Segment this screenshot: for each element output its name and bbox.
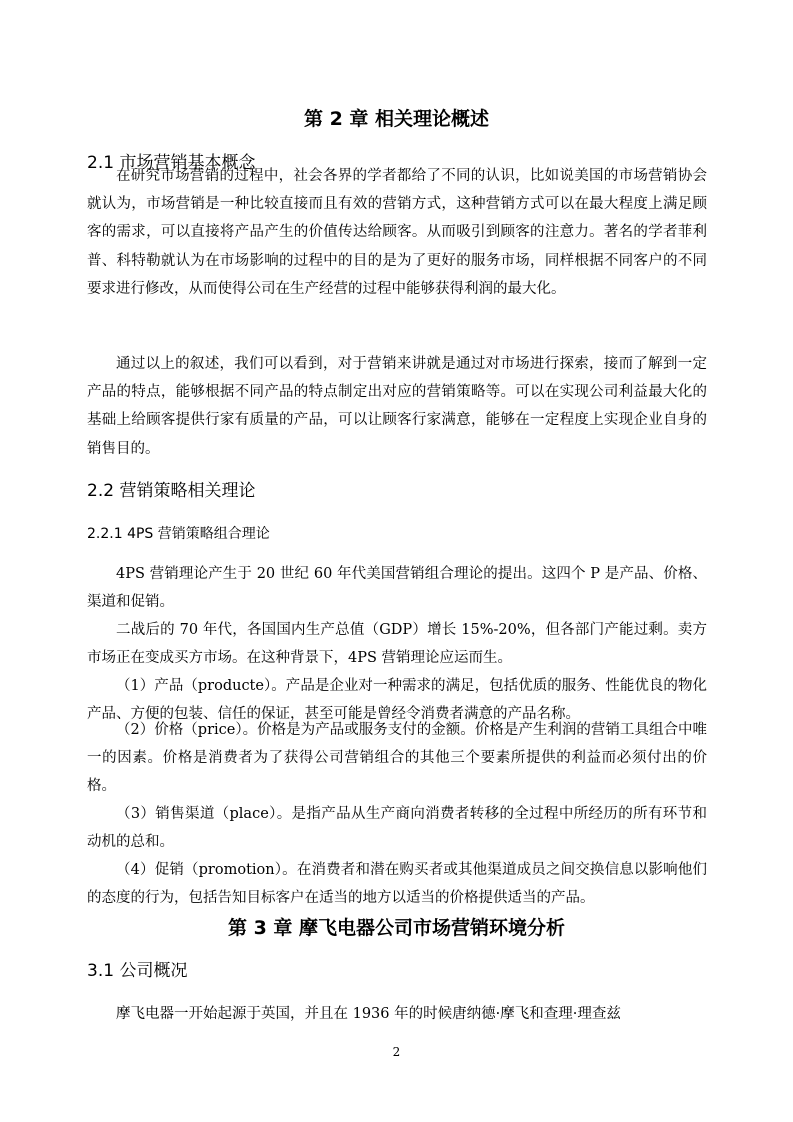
section-2-2-1-paragraph-place: （3）销售渠道（place）。是指产品从生产商向消费者转移的全过程中所经历的所有环节和动机的总和。 [87, 806, 707, 851]
section-2-2-1-paragraph-2: 二战后的 70 年代，各国国内生产总值（GDP）增长 15%-20%，但各部门产能过剩。卖方市场正在变成买方市场。在这种背景下，4PS 营销理论应运而生。 [87, 622, 707, 667]
section-2-2-1-paragraph-product: （1）产品（producte）。产品是企业对一种需求的满足，包括优质的服务、性能优良的物化产品、方便的包装、信任的保证，甚至可能是曾经令消费者满意的产品名称。 [87, 678, 707, 723]
section-3-1-paragraph-1: 摩飞电器一开始起源于英国，并且在 1936 年的时候唐纳德·摩飞和查理·理查兹 [116, 1006, 621, 1022]
chapter-3-title: 第 3 章 摩飞电器公司市场营销环境分析 [227, 917, 566, 939]
section-2-2-1-paragraph-promotion: （4）促销（promotion）。在消费者和潜在购买者或其他渠道成员之间交换信息以影响他们的态度的行为，包括告知目标客户在适当的地方以适当的价格提供适当的产品。 [87, 862, 707, 907]
section-2-2-1-heading: 2.2.1 4PS 营销策略组合理论 [87, 526, 270, 542]
section-2-2-heading: 2.2 营销策略相关理论 [87, 481, 256, 501]
section-2-2-1-paragraph-1: 4PS 营销理论产生于 20 世纪 60 年代美国营销组合理论的提出。这四个 P 是产品、价格、渠道和促销。 [87, 566, 707, 611]
section-2-1-paragraph-1: 在研究市场营销的过程中，社会各界的学者都给了不同的认识，比如说美国的市场营销协会就认为，市场营销是一种比较直接而且有效的营销方式，这种营销方式可以在最大程度上满足顾客的需求，可以直接将产品产生的价值传达给顾客。从而吸引到顾客的注意力。著名的学者菲利普、科特勒就认为在市场影响的过程中的目的是为了更好的服务市场，同样根据不同客户的不同要求进行修改，从而使得公司在生产经营的过程中能够获得利润的最大化。 [87, 168, 707, 297]
section-3-1-heading: 3.1 公司概况 [87, 961, 188, 981]
section-2-1-heading: 2.1 市场营销基本概念 [87, 153, 256, 173]
page-number: 2 [392, 1045, 401, 1059]
section-2-2-1-paragraph-price: （2）价格（price）。价格是为产品或服务支付的金额。价格是产生利润的营销工具组合中唯一的因素。价格是消费者为了获得公司营销组合的其他三个要素所提供的利益而必须付出的价格。 [87, 722, 707, 795]
chapter-2-title: 第 2 章 相关理论概述 [303, 108, 490, 130]
section-2-1-paragraph-2: 通过以上的叙述，我们可以看到，对于营销来讲就是通过对市场进行探索，接而了解到一定产品的特点，能够根据不同产品的特点制定出对应的营销策略等。可以在实现公司利益最大化的基础上给顾客提供行家有质量的产品，可以让顾客行家满意，能够在一定程度上实现企业自身的销售目的。 [87, 356, 707, 457]
